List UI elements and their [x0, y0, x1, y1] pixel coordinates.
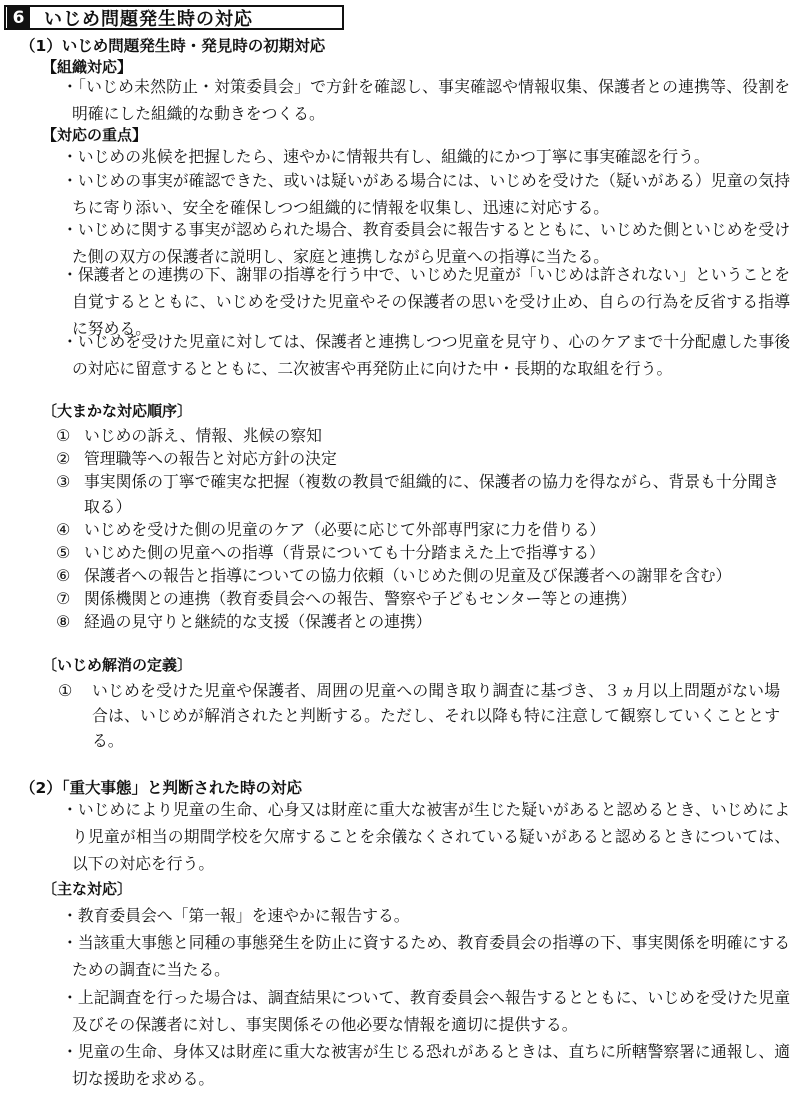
focus-heading: 【対応の重点】 — [42, 126, 148, 144]
section1-heading: （1）いじめ問題発生時・発見時の初期対応 — [20, 37, 326, 55]
main-heading: 〔主な対応〕 — [42, 880, 133, 898]
focus-bullet-2: ・いじめの事実が確認できた、或いは疑いがある場合には、いじめを受けた（疑いがある）児童の気持ちに寄り添い、安全を確保しつつ組織的に情報を収集し、迅速に対応する。 — [62, 171, 790, 217]
section2-heading: （2）「重大事態」と判断された時の対応 — [20, 779, 303, 797]
main-bullet-2: ・当該重大事態と同種の事態発生を防止に資するため、教育委員会の指導の下、事実関係を明確にするための調査に当たる。 — [62, 933, 790, 979]
focus-bullet-1: ・いじめの兆候を把握したら、速やかに情報共有し、組織的にかつ丁寧に事実確認を行う。 — [62, 147, 710, 166]
focus-bullet-3: ・いじめに関する事実が認められた場合、教育委員会に報告するとともに、いじめた側といじめを受けた側の双方の保護者に説明し、家庭と連携しながら児童への指導に当たる。 — [62, 220, 790, 266]
chapter-title — [4, 5, 344, 30]
order-heading: 〔大まかな対応順序〕 — [42, 402, 193, 420]
main-bullet-4: ・児童の生命、身体又は財産に重大な被害が生じる恐れがあるときは、直ちに所轄警察署に通報し、適切な援助を求める。 — [62, 1042, 790, 1088]
section2-intro: ・いじめにより児童の生命、心身又は財産に重大な被害が生じた疑いがあると認めるとき、いじめにより児童が相当の期間学校を欠席することを余儀なくされている疑いがあると認めるときについては、以下の対応を行う。 — [62, 800, 790, 873]
focus-bullet-5: ・いじめを受けた児童に対しては、保護者と連携しつつ児童を見守り、心のケアまで十分配慮した事後の対応に留意するとともに、二次被害や再発防止に向けた中・長期的な取組を行う。 — [62, 332, 790, 378]
org-bullet: ・「いじめ未然防止・対策委員会」で方針を確認し、事実確認や情報収集、保護者との連携等、役割を明確にした組織的な動きをつくる。 — [62, 77, 790, 123]
main-bullet-3: ・上記調査を行った場合は、調査結果について、教育委員会へ報告するとともに、いじめを受けた児童及びその保護者に対し、事実関係その他必要な情報を適切に提供する。 — [62, 988, 790, 1034]
org-heading: 【組織対応】 — [42, 58, 133, 76]
main-bullet-1: ・教育委員会へ「第一報」を速やかに報告する。 — [62, 906, 410, 925]
focus-bullet-4: ・保護者との連携の下、謝罪の指導を行う中で、いじめた児童が「いじめは許されない」ということを自覚するとともに、いじめを受けた児童やその保護者の思いを受け止め、自らの行為を反省する指導に努める。 — [62, 265, 790, 338]
chapter-title-text: いじめ問題発生時の対応 — [44, 8, 253, 30]
resolution-heading: 〔いじめ解消の定義〕 — [42, 656, 193, 674]
chapter-number: 6 — [7, 7, 30, 28]
